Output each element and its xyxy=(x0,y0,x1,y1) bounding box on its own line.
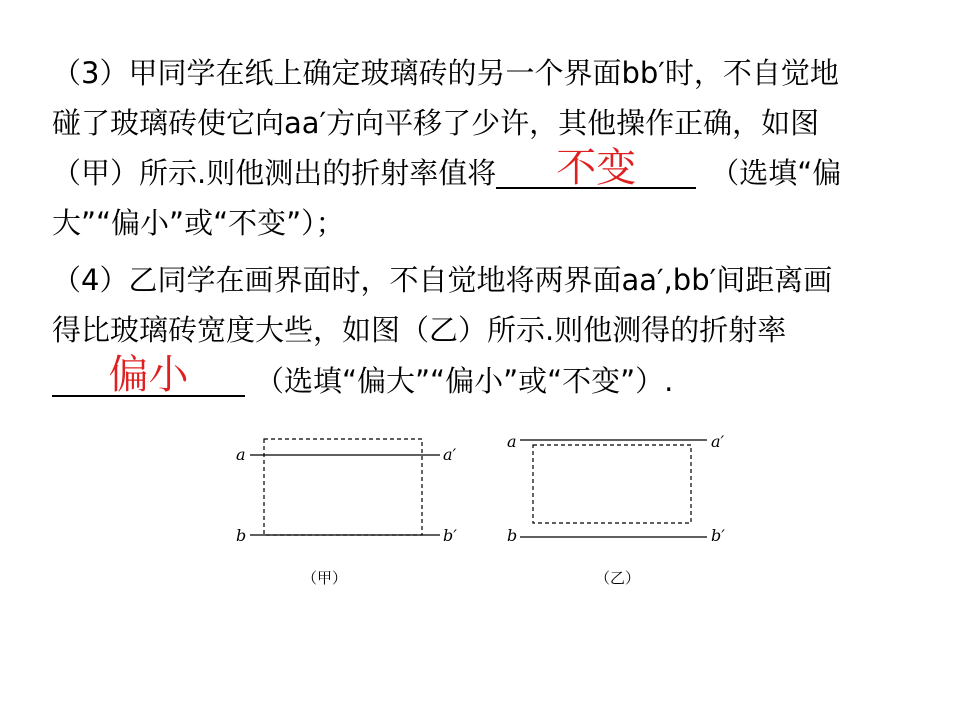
figure-yi-caption: （乙） xyxy=(595,569,641,587)
figure-jia-caption: （甲） xyxy=(302,569,348,587)
jia-label-a-prime: a′ xyxy=(443,445,457,464)
q3-line-3-text: （甲）所示.则他测出的折射率值将 xyxy=(52,156,497,190)
yi-glass-outline xyxy=(533,445,691,523)
q4-answer-blank xyxy=(52,352,245,398)
q3-line-2: 碰了玻璃砖使它向aa′方向平移了少许，其他操作正确，如图 xyxy=(52,106,820,140)
q3-line-1: （3）甲同学在纸上确定玻璃砖的另一个界面bb′时，不自觉地 xyxy=(52,56,839,90)
q4-line-3 xyxy=(52,352,922,401)
q3-line-3-tail: （选填“偏 xyxy=(710,156,842,190)
jia-label-b-prime: b′ xyxy=(443,526,457,545)
q3-line-4: 大”“偏小”或“不变”）； xyxy=(52,206,345,240)
figure-jia-diagram xyxy=(230,425,470,555)
q4-answer: 偏小 xyxy=(108,352,189,398)
q4-line-2: 得比玻璃砖宽度大些，如图（乙）所示.则他测得的折射率 xyxy=(52,313,787,347)
q3-answer-blank xyxy=(496,145,696,191)
jia-label-a: a xyxy=(236,445,246,464)
yi-label-b-prime: b′ xyxy=(711,526,725,545)
jia-glass-outline xyxy=(264,439,422,535)
yi-label-a: a xyxy=(507,432,517,451)
q4-line-3-tail: （选填“偏大”“偏小”或“不变”）. xyxy=(255,364,674,398)
jia-label-b: b xyxy=(236,526,247,545)
yi-label-b: b xyxy=(507,526,518,545)
q3-line-3 xyxy=(52,145,922,193)
q4-line-1: （4）乙同学在画界面时，不自觉地将两界面aa′,bb′间距离画 xyxy=(52,263,833,297)
yi-label-a-prime: a′ xyxy=(711,432,725,451)
q3-answer: 不变 xyxy=(556,145,637,191)
figure-yi-diagram xyxy=(505,425,745,555)
